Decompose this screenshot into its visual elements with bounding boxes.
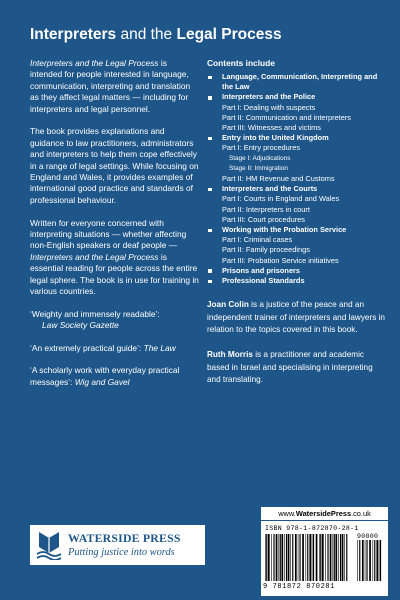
barcode-bar	[271, 534, 272, 581]
toc-section: Entry into the United Kingdom	[207, 133, 387, 143]
author-name: Ruth Morris	[207, 350, 253, 360]
toc-section: Professional Standards	[207, 276, 387, 286]
toc-part: Part III: Witnesses and victims	[222, 123, 321, 133]
barcode-bar	[319, 534, 320, 581]
barcode-bar	[379, 540, 380, 581]
barcode-bar	[346, 534, 347, 581]
barcode-bar	[298, 534, 299, 581]
barcode-bar	[330, 534, 332, 581]
barcode-bar	[284, 534, 285, 581]
toc-part: Part II: Communication and interpreters	[222, 112, 351, 122]
barcode-bar	[265, 534, 266, 581]
barcode-bar	[273, 534, 274, 581]
barcode-bar	[373, 540, 374, 581]
barcode-bar	[266, 534, 267, 581]
barcode-bar	[316, 534, 318, 581]
barcode-bar	[359, 540, 360, 581]
title-word-interpreters: Interpreters	[30, 26, 117, 43]
barcode-bar	[312, 534, 313, 581]
toc-section: Language, Communication, Interpreting and the Law	[207, 72, 387, 92]
barcode-bar	[333, 534, 334, 581]
barcode-bar	[322, 534, 324, 581]
contents-heading: Contents include	[207, 58, 275, 68]
blurb-paragraph-2: The book provides explanations and guidance to law practitioners, administrators and interpreters to help them cope effectively in a range of legal settings. While focusing on England and Wales, it provides examples of international good practice and standards of professional behaviour.	[30, 126, 199, 205]
barcode-bar	[357, 540, 358, 581]
barcode-bar	[335, 534, 337, 581]
quote-text: ‘An extremely practical guide’:	[30, 342, 144, 353]
barcode-panel	[261, 521, 388, 596]
toc-part: Part I: Entry procedures	[222, 143, 301, 153]
url-prefix: www.	[278, 509, 296, 518]
barcode-bar	[365, 540, 366, 581]
blurb-book-title: Interpreters and the Legal Process	[30, 251, 159, 262]
barcode-bar	[327, 534, 328, 581]
blurb-column	[30, 58, 200, 399]
toc-section: Interpreters and the Courts	[207, 184, 387, 194]
barcode-bar	[306, 534, 307, 581]
barcode-bar	[366, 540, 367, 581]
barcode-bar	[276, 534, 278, 581]
contents-list	[207, 72, 387, 286]
barcode-bar	[334, 534, 335, 581]
publisher-url	[261, 507, 388, 520]
barcode-bar	[292, 534, 293, 581]
toc-part: Part I: Courts in England and Wales	[222, 194, 340, 204]
isbn-text: ISBN 978-1-872870-28-1	[265, 525, 359, 532]
price-code: 90000	[357, 533, 379, 540]
blurb-text: is intended for people interested in language, communication, interpreting and translation as they affect legal matters — including for interpreters and legal personnel.	[30, 58, 191, 114]
barcode-bar	[320, 534, 321, 581]
barcode-bar	[325, 534, 326, 581]
toc-part: Part I: Criminal cases	[222, 235, 293, 245]
barcode-bar	[290, 534, 291, 581]
toc-section: Prisons and prisoners	[207, 266, 387, 276]
url-name: WatersidePress	[295, 509, 352, 518]
barcode-bar	[369, 540, 371, 581]
barcode-bar	[340, 534, 341, 581]
book-title	[30, 26, 380, 44]
waterside-press-logo-icon	[36, 530, 62, 560]
barcode-bar	[342, 534, 344, 581]
barcode-bar	[279, 534, 280, 581]
author-bio-joan-colin	[207, 299, 387, 337]
author-bio: is a justice of the peace and an independent trainer of interpreters and lawyers in relation to the topics covered in this book.	[207, 300, 385, 335]
toc-part: Part II: Interpreters in court	[222, 204, 310, 214]
barcode-bar	[313, 534, 314, 581]
barcode-bar	[307, 534, 308, 581]
barcode-bar	[362, 540, 364, 581]
toc-stage: Stage I: Adjudications	[229, 154, 291, 162]
ean-barcode-icon	[265, 534, 349, 581]
barcode-bar	[281, 534, 283, 581]
contents-column	[207, 58, 387, 387]
blurb-text: is essential reading for people across the entire legal sphere. The book is in use for training in various countries.	[30, 251, 199, 297]
quote-source: Law Society Gazette	[42, 320, 119, 331]
publisher-logo	[30, 525, 205, 565]
toc-part: Part II: Family proceedings	[222, 245, 310, 255]
toc-section: Working with the Probation Service	[207, 225, 387, 235]
barcode-bar	[309, 534, 311, 581]
toc-stage: Stage II: Immigration	[229, 164, 288, 172]
quote-text: ‘A scholarly work with everyday practical messages’:	[30, 365, 180, 387]
review-quote	[30, 343, 200, 354]
blurb-text: Written for everyone concerned with interpreting situations — whether affecting non-English speakers or deaf people —	[30, 217, 187, 251]
publisher-name: WATERSIDE PRESS	[68, 531, 181, 545]
barcode-bar	[299, 534, 300, 581]
url-suffix: .co.uk	[351, 509, 371, 518]
quote-source: The Law	[143, 342, 176, 353]
barcode-bar	[302, 534, 304, 581]
barcode-bar	[380, 540, 381, 581]
review-quote	[30, 365, 200, 388]
barcode-bar	[376, 540, 378, 581]
barcode-bar	[374, 540, 375, 581]
barcode-bar	[344, 534, 345, 581]
ean-number: 9 781872 870281	[263, 583, 336, 591]
toc-part: Part I: Dealing with suspects	[222, 102, 316, 112]
barcode-bar	[338, 534, 339, 581]
toc-part: Part II: HM Revenue and Customs	[222, 174, 335, 184]
toc-section: Interpreters and the Police	[207, 92, 387, 102]
title-connector: and the	[116, 26, 177, 43]
blurb-paragraph-3	[30, 218, 200, 298]
barcode-bar	[268, 534, 270, 581]
toc-part: Part III: Court procedures	[222, 214, 305, 224]
quote-source: Wig and Gavel	[74, 376, 130, 387]
barcode-bar	[295, 534, 297, 581]
barcode-bar	[288, 534, 290, 581]
addon-barcode-icon	[357, 540, 383, 581]
author-bio-ruth-morris	[207, 349, 387, 387]
blurb-book-title: Interpreters and the Legal Process	[30, 58, 159, 68]
quote-text: ‘Weighty and immensely readable’:	[30, 308, 160, 319]
review-quote	[30, 309, 200, 332]
author-name: Joan Colin	[207, 300, 249, 310]
publisher-tagline: Putting justice into words	[68, 547, 175, 558]
author-bio: is a practitioner and academic based in Israel and specialising in interpreting and translating.	[207, 350, 373, 385]
barcode-bar	[280, 534, 281, 581]
barcode-bar	[286, 534, 287, 581]
blurb-paragraph-1	[30, 58, 200, 115]
toc-part: Part III: Probation Service initiatives	[222, 255, 339, 265]
title-word-legal-process: Legal Process	[176, 26, 282, 43]
